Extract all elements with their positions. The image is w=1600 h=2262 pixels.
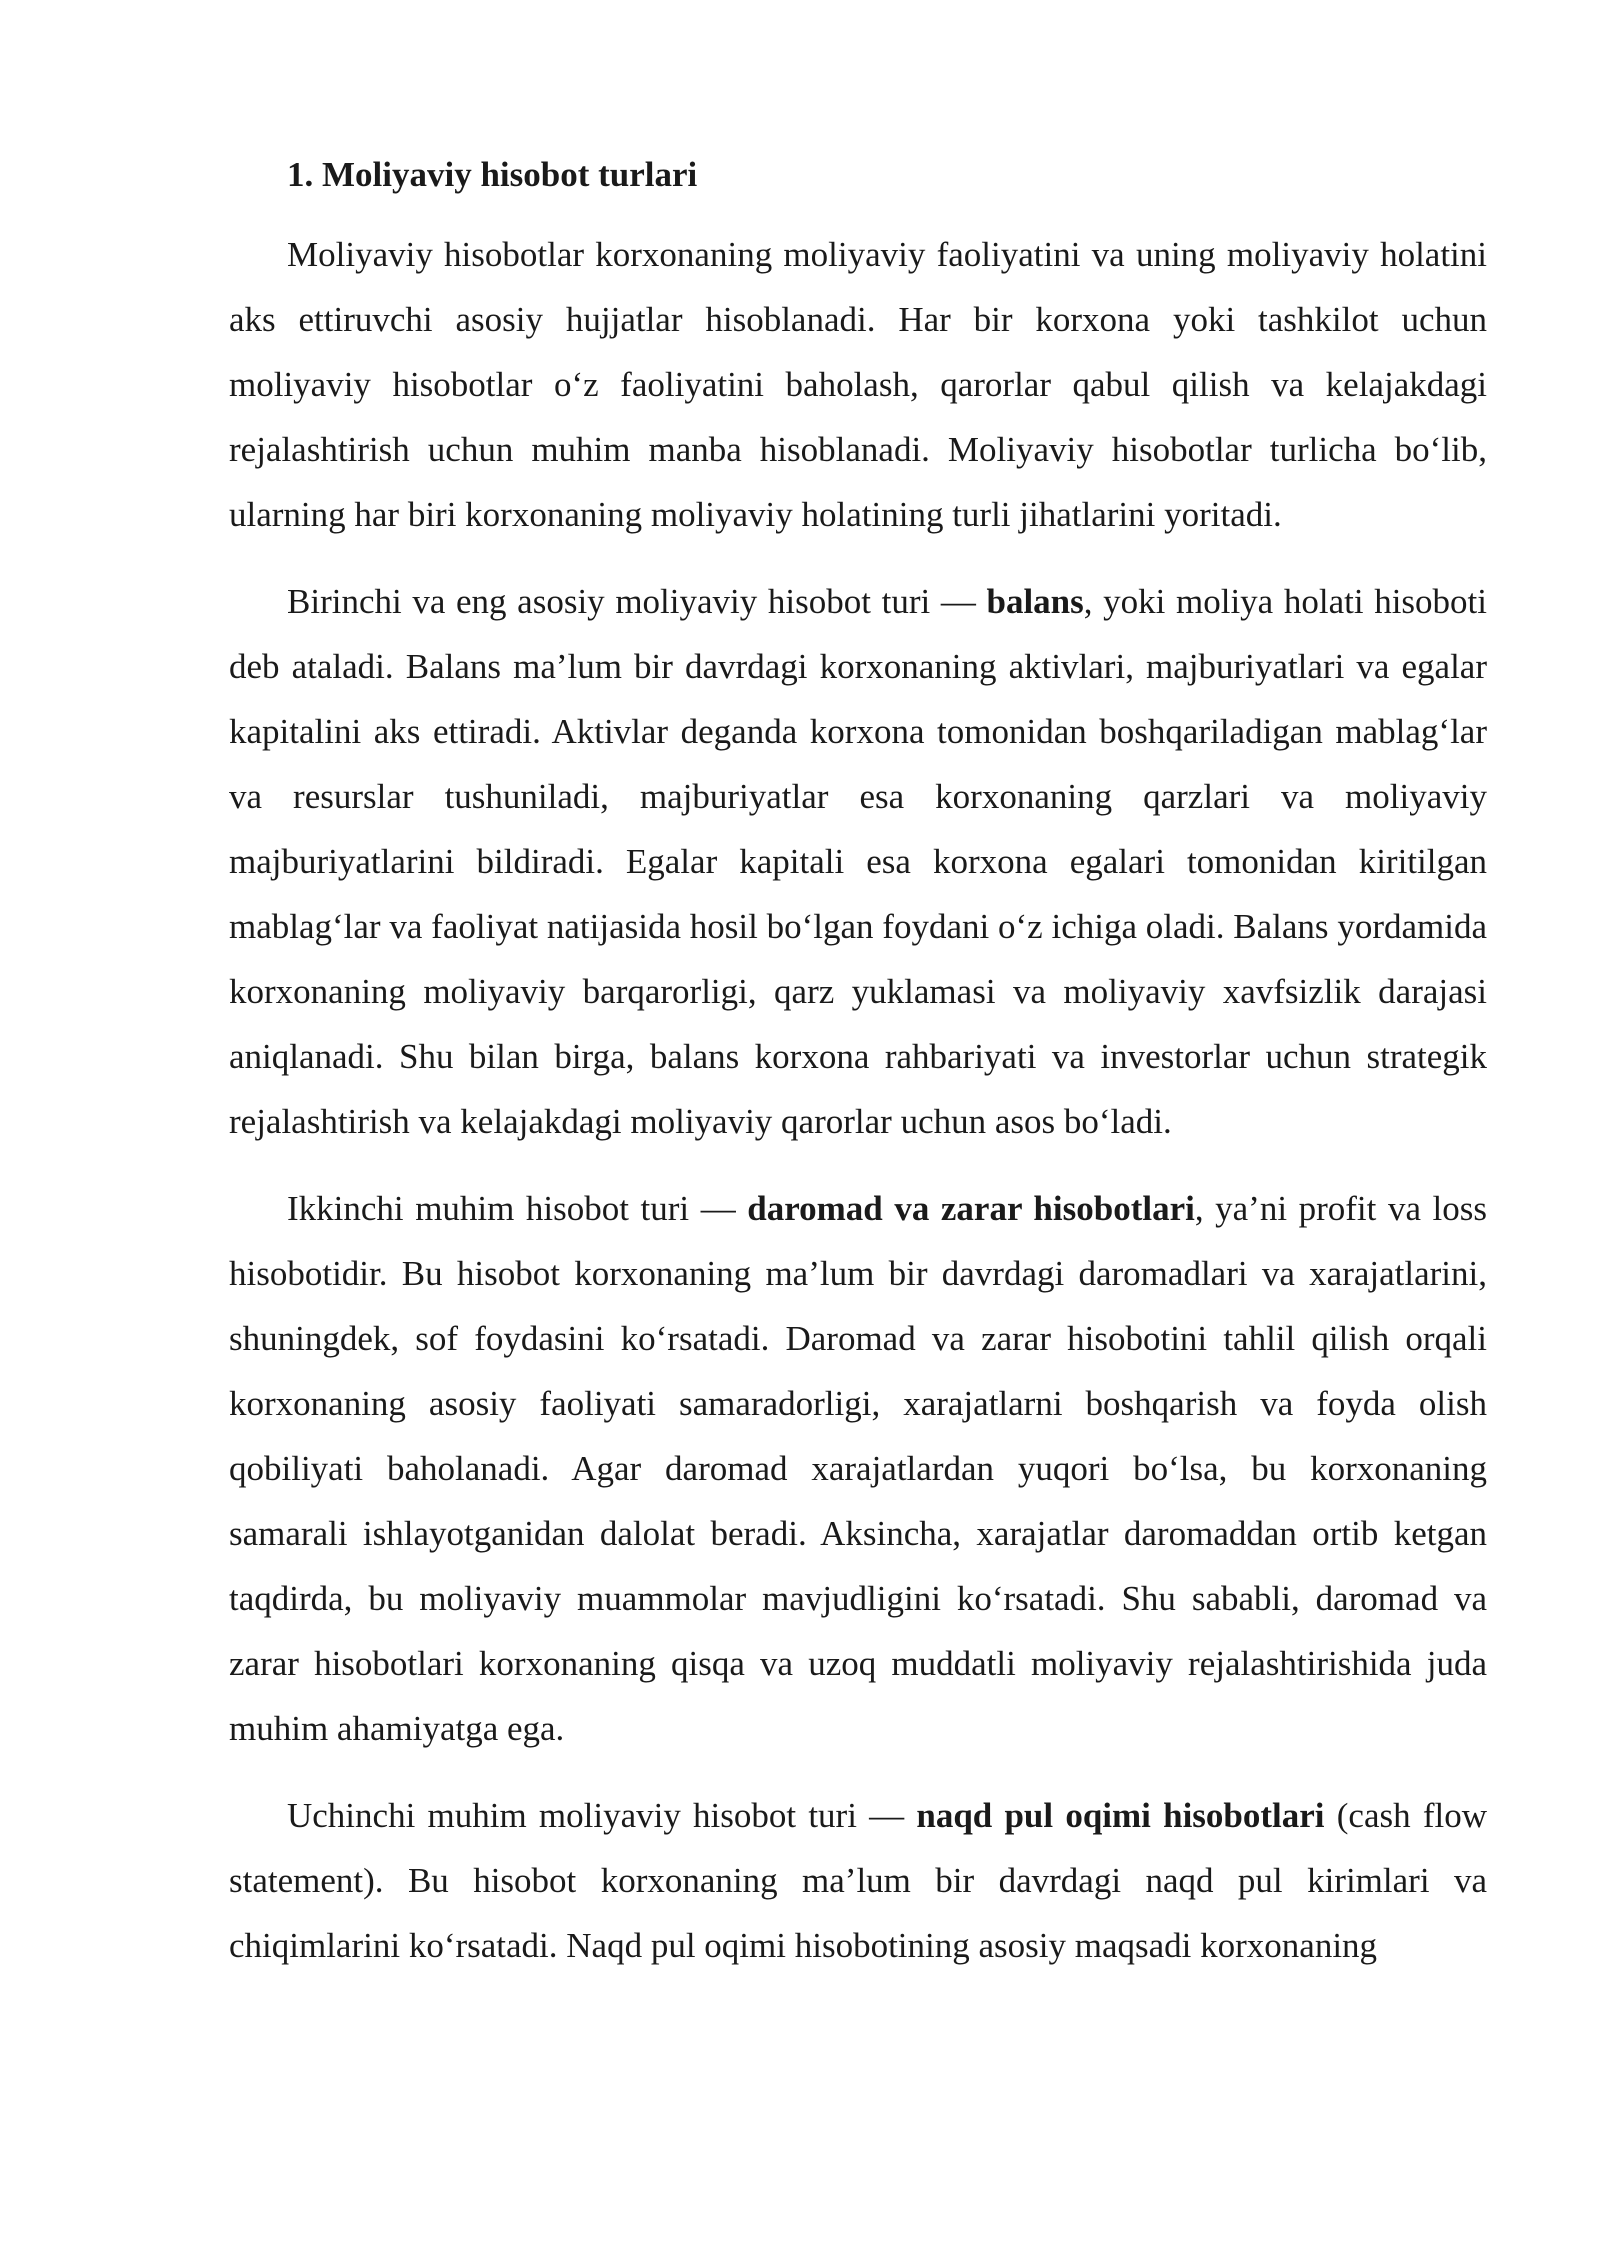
term-cash-flow: naqd pul oqimi hisobotlari — [916, 1796, 1325, 1835]
paragraph-balance-text: , yoki moliya holati hisoboti deb ataladi. Balans ma’lum bir davrdagi korxonaning aktivlari, majburiyatlari va egalar kapitalini aks ettiradi. Aktivlar deganda korxona tomonidan boshqariladigan mablag‘lar va resurslar tushuniladi, majburiyatlar esa korxonaning qarzlari va moliyaviy majburiyatlarini bildiradi. Egalar kapitali esa korxona egalari tomonidan kiritilgan mablag‘lar va faoliyat natijasida hosil bo‘lgan foydani o‘z ichiga oladi. Balans yordamida korxonaning moliyaviy barqarorligi, qarz yuklamasi va moliyaviy xavfsizlik darajasi aniqlanadi. Shu bilan birga, balans korxona rahbariyati va investorlar uchun strategik rejalashtirish va kelajakdagi moliyaviy qarorlar uchun asos bo‘ladi. — [229, 582, 1487, 1141]
document-body — [229, 150, 1487, 2000]
paragraph-income-lead: Ikkinchi muhim hisobot turi — — [287, 1189, 748, 1228]
section-heading: 1. Moliyaviy hisobot turlari — [287, 155, 698, 194]
paragraph-intro: Moliyaviy hisobotlar korxonaning moliyaviy faoliyatini va uning moliyaviy holatini aks ettiruvchi asosiy hujjatlar hisoblanadi. Har bir korxona yoki tashkilot uchun moliyaviy hisobotlar o‘z faoliyatini baholash, qarorlar qabul qilish va kelajakdagi rejalashtirish uchun muhim manba hisoblanadi. Moliyaviy hisobotlar turlicha bo‘lib, ularning har biri korxonaning moliyaviy holatining turli jihatlarini yoritadi. — [229, 235, 1487, 534]
paragraph-income-text: , ya’ni profit va loss hisobotidir. Bu hisobot korxonaning ma’lum bir davrdagi daromadlari va xarajatlarini, shuningdek, sof foydasini ko‘rsatadi. Daromad va zarar hisobotini tahlil qilish orqali korxonaning asosiy faoliyati samaradorligi, xarajatlarni boshqarish va foyda olish qobiliyati baholanadi. Agar daromad xarajatlardan yuqori bo‘lsa, bu korxonaning samarali ishlayotganidan dalolat beradi. Aksincha, xarajatlar daromaddan ortib ketgan taqdirda, bu moliyaviy muammolar mavjudligini ko‘rsatadi. Shu sababli, daromad va zarar hisobotlari korxonaning qisqa va uzoq muddatli moliyaviy rejalashtirishida juda muhim ahamiyatga ega. — [229, 1189, 1488, 1748]
term-balans: balans — [986, 582, 1084, 621]
paragraph-cash-text: (cash flow statement). Bu hisobot korxonaning ma’lum bir davrdagi naqd pul kirimlari va chiqimlarini ko‘rsatadi. Naqd pul oqimi hisobotining asosiy maqsadi korxonaning — [229, 1796, 1487, 1965]
paragraph-cash-lead: Uchinchi muhim moliyaviy hisobot turi — — [287, 1796, 917, 1835]
paragraph-income-statement — [229, 1176, 1487, 1761]
paragraph-balance — [229, 569, 1487, 1154]
term-income-statement: daromad va zarar hisobotlari — [747, 1189, 1195, 1228]
paragraph-cash-flow — [229, 1783, 1487, 1978]
paragraph-balance-lead: Birinchi va eng asosiy moliyaviy hisobot turi — — [287, 582, 987, 621]
